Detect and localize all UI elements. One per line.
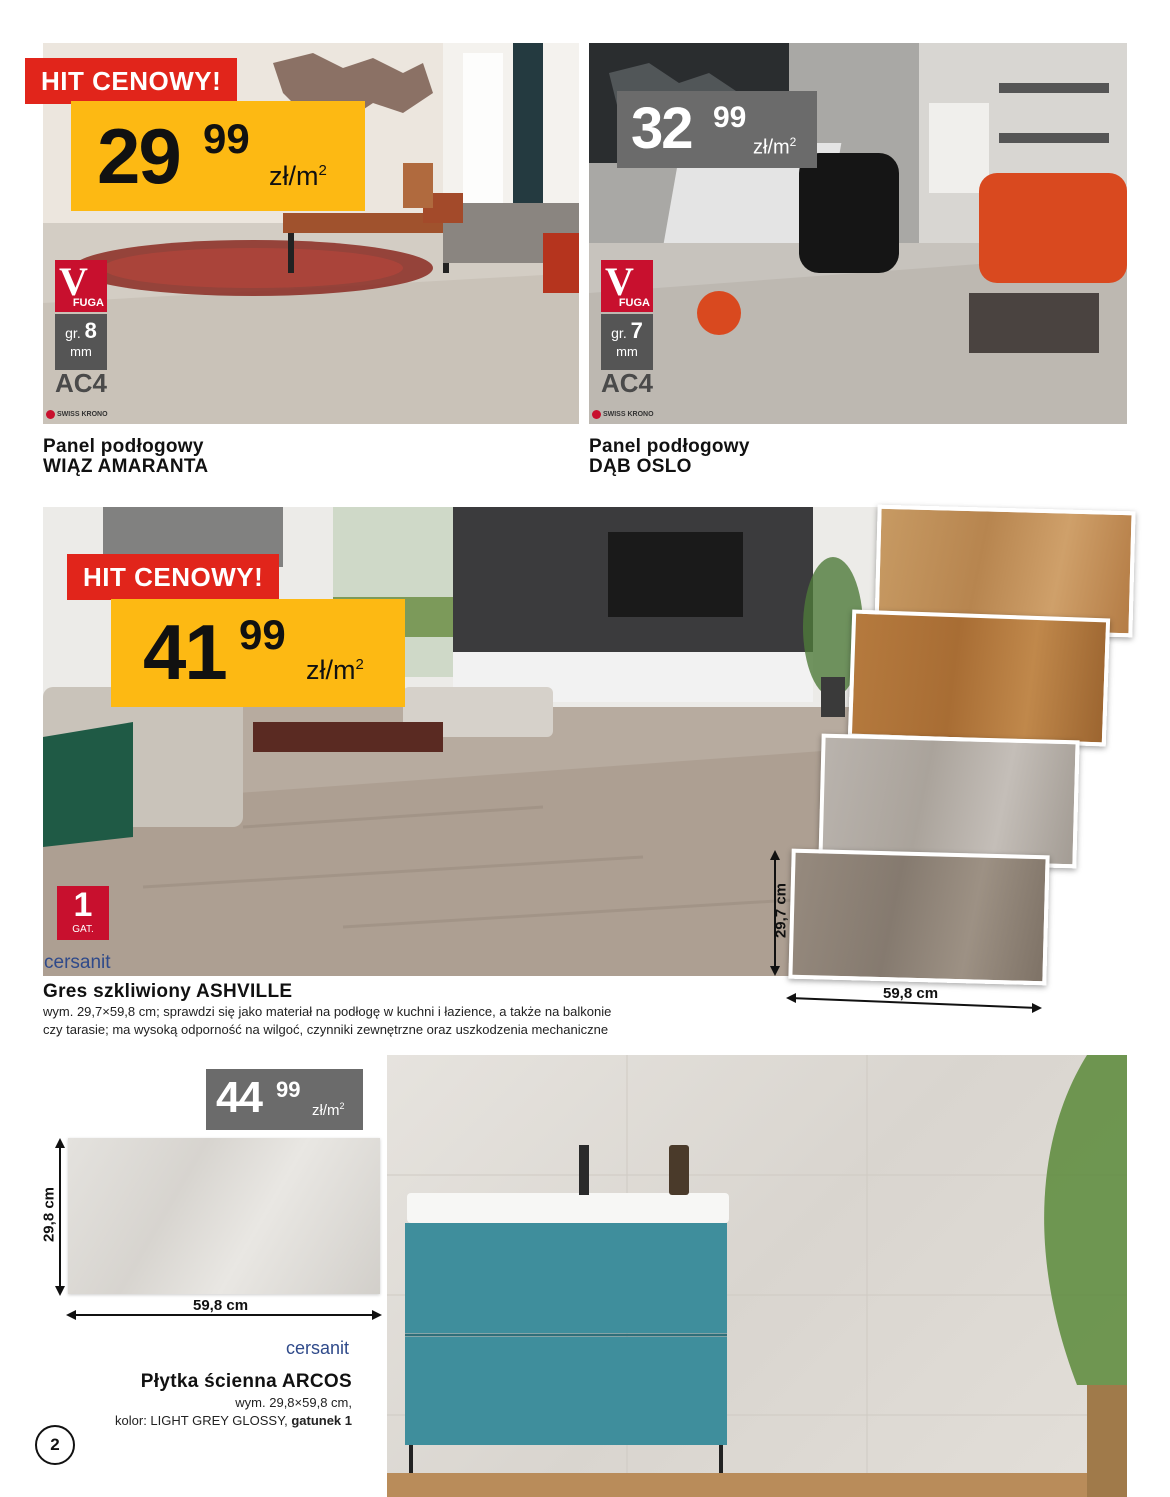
price-decimal: 99 [276,1077,301,1102]
product-title [43,437,208,477]
abrasion-class: AC4 [55,368,108,398]
price-tag [71,101,365,211]
grade-text: GAT. [72,924,94,935]
tile-swatch-grey [818,734,1079,869]
price-unit: $zł/m^2$ [753,135,797,159]
fuga-badge-text: FUGA [618,297,650,309]
product-description [60,1394,352,1430]
brand-logo-cersanit: cersanit [286,1338,350,1358]
product-title-line2: WIĄZ AMARANTA [43,456,209,477]
brand-logo-cersanit: cersanit [44,952,111,973]
thickness-badge [601,314,653,370]
price-unit: $zł/m^2$ [269,161,327,191]
dimension-height-label: 29,8 cm [40,1186,58,1243]
fuga-badge-letter: V [605,259,634,304]
brand-logo-swiss-krono [46,410,108,419]
product-title [589,437,750,477]
tile-swatch-oak [848,610,1110,747]
dimension-width-label: 59,8 cm [193,1297,249,1314]
bathroom-illustration [387,1055,1127,1497]
fuga-badge [55,260,107,312]
thickness-unit: mm [616,344,638,359]
fuga-badge-text: FUGA [72,297,104,309]
product-description-line2: kolor: LIGHT GREY GLOSSY, gatunek 1 [115,1413,352,1428]
price-unit: $zł/m^2$ [306,655,364,685]
price-integer: 41 [143,608,226,696]
product-title: Gres szkliwiony ASHVILLE [43,981,293,1002]
dimension-height-label: 29,7 cm [772,882,790,939]
price-unit: $zł/m^2$ [312,1101,345,1119]
product-description [43,1003,611,1039]
hit-price-label: HIT CENOWY! [67,554,279,600]
product-title-line1: Panel podłogowy [589,436,750,457]
product-description-line1: wym. 29,8×59,8 cm, [235,1395,352,1410]
thickness-prefix: gr. [65,325,81,341]
page-number: 2 [35,1425,75,1465]
product-title-line2: DĄB OSLO [589,456,692,477]
product-title: Płytka ścienna ARCOS [140,1371,352,1392]
price-decimal: 99 [239,611,286,658]
thickness-unit: mm [70,344,92,359]
photo-bathroom-arcos [387,1055,1127,1497]
thickness-badge [55,314,107,370]
product-description-line2: czy tarasie; ma wysoką odporność na wilgoć, czynniki zewnętrzne oraz uszkodzenia mechaniczne [43,1022,609,1037]
grade-badge [57,886,109,940]
price-decimal: 99 [713,101,747,134]
price-tag [617,91,817,168]
thickness-value: 7 [630,318,643,343]
abrasion-class: AC4 [601,368,654,398]
price-integer: 44 [216,1073,261,1122]
tile-swatch-arcos [68,1138,380,1294]
grade-number: 1 [73,886,93,924]
hit-price-label: HIT CENOWY! [25,58,237,104]
tile-swatch-brown-grey [788,849,1049,986]
brand-logo-swiss-krono [592,410,654,419]
product-description-line1: wym. 29,7×59,8 cm; sprawdzi się jako materiał na podłogę w kuchni i łazience, a także na balkonie [43,1004,612,1019]
price-decimal: 99 [203,115,250,162]
product-title-line1: Panel podłogowy [43,436,204,457]
price-tag [206,1069,363,1130]
brand-name: SWISS KRONO [56,411,108,418]
thickness-value: 8 [84,318,97,343]
price-tag [111,599,405,707]
brand-name: SWISS KRONO [602,411,654,418]
fuga-badge [601,260,653,312]
fuga-badge-letter: V [59,259,88,304]
price-integer: 29 [97,112,180,200]
dimension-width-label: 59,8 cm [883,985,939,1002]
price-integer: 32 [631,96,692,161]
thickness-prefix: gr. [611,325,627,341]
